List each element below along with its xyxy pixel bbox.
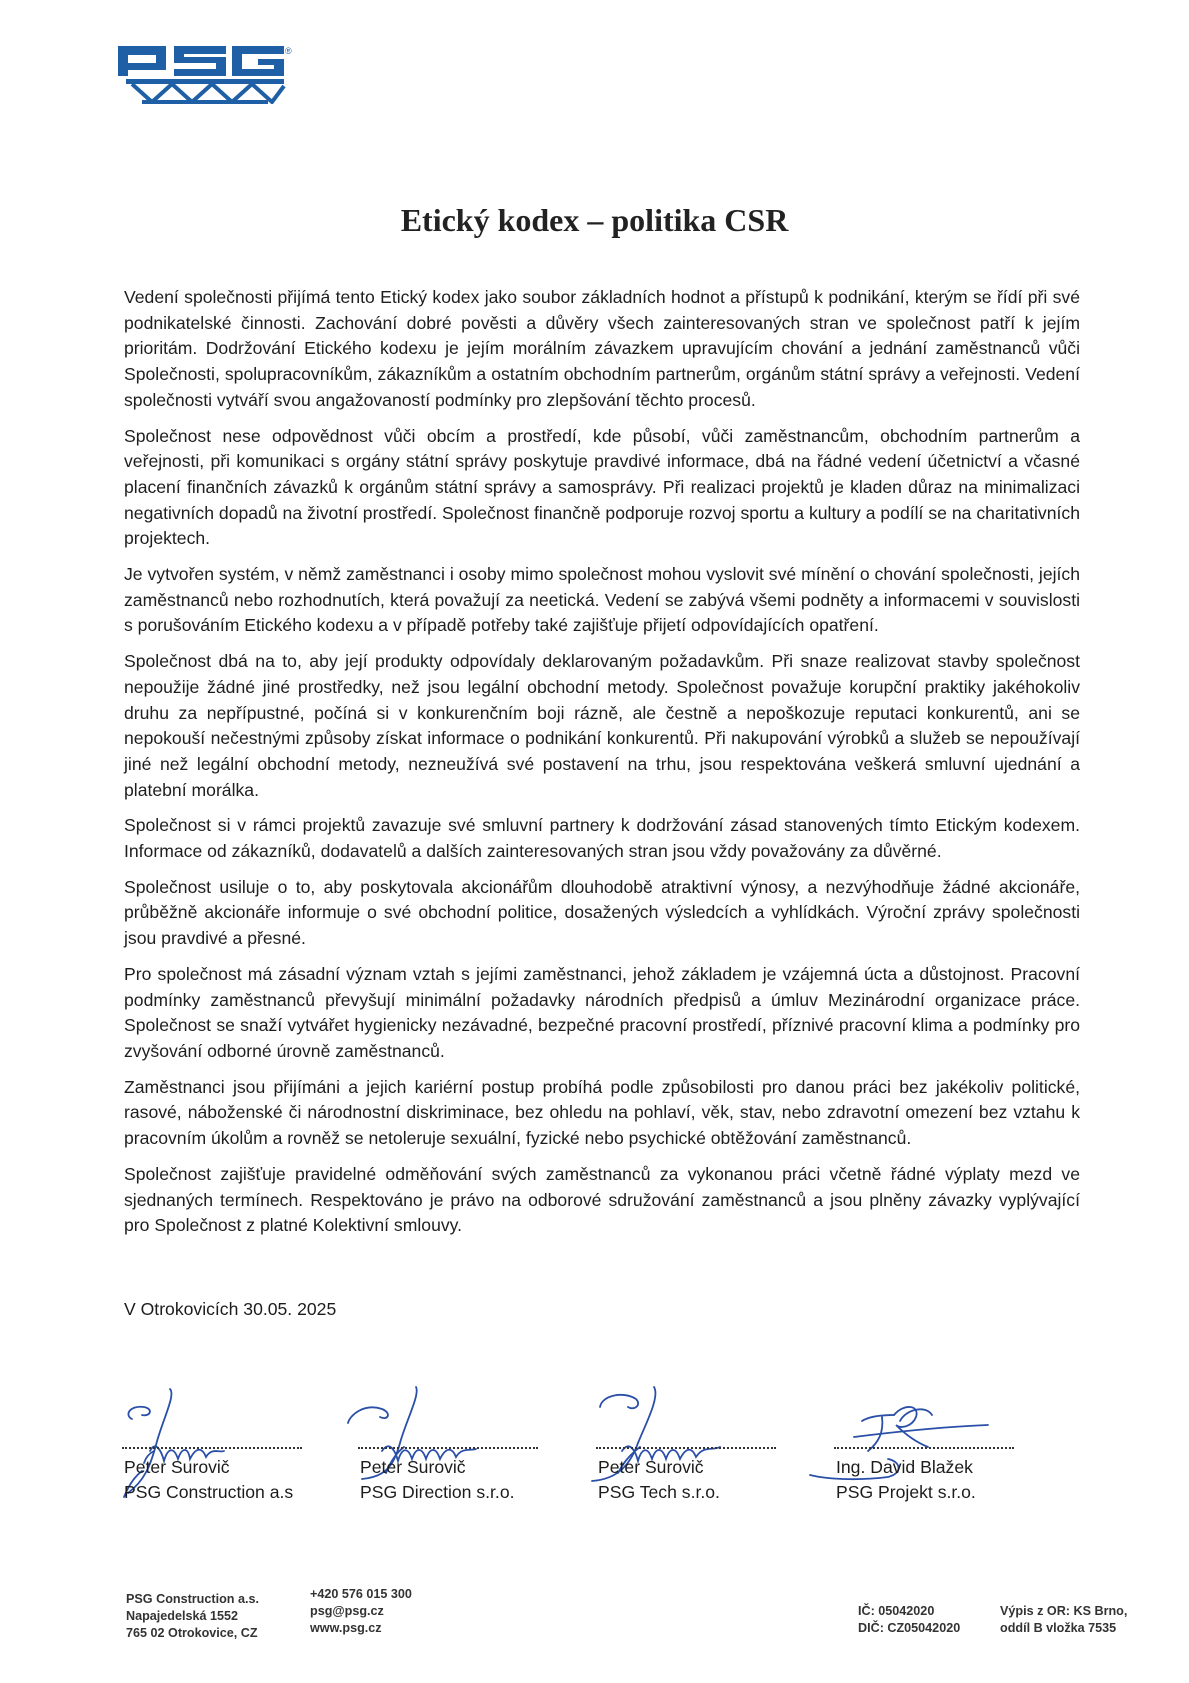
paragraph: Zaměstnanci jsou přijímáni a jejich kariérní postup probíhá podle způsobilosti pro danou práci bez jakékoliv politické, rasové, náboženské či národnostní diskriminace, bez ohledu na pohlaví, věk, stav, nebo zdravotní omezení bez vztahu k pracovním úkolům a rovněž se netoleruje sexuální, fyzické nebo psychické obtěžování zaměstnanců. xyxy=(124,1076,1080,1149)
paragraph: Společnost dbá na to, aby její produkty odpovídaly deklarovaným požadavkům. Při snaze realizovat stavby společnost nepoužije žádné jiné prostředky, než jsou legální obchodní metody. Společnost považuje korupční praktiky jakéhokoliv druhu za nepřípustné, počíná si v konkurenčním boji rázně, ale čestně a nepoškozuje reputaci konkurentů, ani se nepokouší nečestnými způsoby získat informace o podnikání konkurentů. Při nakupování výrobků a služeb se nepoužívají jiné než legální obchodní metody, nezneužívá své postavení na trhu, jsou respektována veškerá smluvní ujednání a platební morálka. xyxy=(124,651,1080,800)
footer-contact xyxy=(310,1586,412,1637)
paragraph: Společnost zajišťuje pravidelné odměňování svých zaměstnanců za vykonanou práci včetně řádné výplaty mezd ve sjednaných termínech. Respektováno je právo na odborové sdružování zaměstnanců a jsou plněny závazky vyplývající pro Společnost z platné Kolektivní smlouvy. xyxy=(124,1163,1080,1236)
footer-registry-court: Výpis z OR: KS Brno, xyxy=(1000,1604,1128,1618)
signatory-company: PSG Tech s.r.o. xyxy=(598,1482,720,1502)
signature-line xyxy=(358,1447,538,1449)
signatory-company: PSG Construction a.s xyxy=(124,1482,294,1502)
registered-mark: ® xyxy=(285,46,292,56)
signature-line xyxy=(122,1447,302,1449)
footer-ic: IČ: 05042020 xyxy=(858,1604,935,1618)
paragraph: Je vytvořen systém, v němž zaměstnanci i osoby mimo společnost mohou vyslovit své mínění o chování společnosti, jejích zaměstnanců nebo rozhodnutích, která považují za neetická. Vedení se zabývá všemi podněty a informacemi v souvislosti s porušováním Etického kodexu a v případě potřeby také zajišťuje přijetí odpovídajících opatření. xyxy=(124,564,1080,636)
signatory-name: Ing. David Blažek xyxy=(836,1457,973,1477)
footer-street: Napajedelská 1552 xyxy=(126,1609,239,1623)
footer-address xyxy=(126,1591,259,1642)
footer-registry xyxy=(1000,1603,1127,1637)
signatory-company: PSG Projekt s.r.o. xyxy=(836,1482,976,1502)
paragraph: Společnost usiluje o to, aby poskytovala akcionářům dlouhodobě atraktivní výnosy, a nezvýhodňuje žádné akcionáře, průběžně akcionáře informuje o své obchodní politice, dosažených výsledcích a vyhlídkách. Výroční zprávy společnosti jsou pravdivé a přesné. xyxy=(124,876,1080,949)
footer-city: 765 02 Otrokovice, CZ xyxy=(126,1626,258,1640)
paragraph: Vedení společnosti přijímá tento Etický kodex jako soubor základních hodnot a přístupů k podnikání, kterým se řídí při své podnikatelské činnosti. Zachování dobré pověsti a důvěry všech zainteresovaných stran ve společnost patří k jejím prioritám. Dodržování Etického kodexu je jejím morálním závazkem upravujícím chování a jednání zaměstnanců vůči Společnosti, spolupracovníkům, zákazníkům a ostatním obchodním partnerům, orgánům státní správy a veřejnosti. Vedení společnosti vytváří svou angažovaností podmínky pro zlepšování těchto procesů. xyxy=(124,287,1080,410)
date-line: V Otrokovicích 30.05. 2025 xyxy=(124,1299,337,1319)
paragraph: Pro společnost má zásadní význam vztah s jejími zaměstnanci, jehož základem je vzájemná úcta a důstojnost. Pracovní podmínky zaměstnanců převyšují minimální požadavky národních předpisů a úmluv Mezinárodní organizace práce. Společnost se snaží vytvářet hygienicky nezávadné, bezpečné pracovní prostředí, příznivé pracovní klima a podmínky pro zvyšování odborné úrovně zaměstnanců. xyxy=(124,963,1080,1061)
signatory-name: Peter Surovič xyxy=(360,1457,466,1477)
paragraph: Společnost si v rámci projektů zavazuje své smluvní partnery k dodržování zásad stanovených tímto Etickým kodexem. Informace od zákazníků, dodavatelů a dalších zainteresovaných stran jsou vždy považovány za důvěrné. xyxy=(124,815,1080,862)
footer-dic: DIČ: CZ05042020 xyxy=(858,1621,961,1635)
footer-company-name: PSG Construction a.s. xyxy=(126,1592,259,1606)
signature-line xyxy=(596,1447,776,1449)
footer-registry-entry: oddíl B vložka 7535 xyxy=(1000,1621,1117,1635)
footer-email[interactable]: psg@psg.cz xyxy=(310,1604,384,1618)
paragraph: Společnost nese odpovědnost vůči obcím a prostředí, kde působí, vůči zaměstnancům, obchodním partnerům a veřejnosti, při komunikaci s orgány státní správy poskytuje pravdivé informace, dbá na řádné vedení účetnictví a včasné placení finančních závazků k orgánům státní správy a samosprávy. Při realizaci projektů je kladen důraz na minimalizaci negativních dopadů na životní prostředí. Společnost finančně podporuje rozvoj sportu a kultury a podílí se na charitativních projektech. xyxy=(124,425,1080,549)
signatory-company: PSG Direction s.r.o. xyxy=(360,1482,515,1502)
psg-logo xyxy=(118,46,293,104)
footer-phone: +420 576 015 300 xyxy=(310,1587,412,1601)
document-body xyxy=(124,285,1080,1249)
signature-line xyxy=(834,1447,1014,1449)
document-title: Etický kodex – politika CSR xyxy=(400,202,789,238)
footer-website[interactable]: www.psg.cz xyxy=(310,1621,382,1635)
signatory-name: Peter Surovič xyxy=(124,1457,230,1477)
footer-ids xyxy=(858,1603,960,1637)
signatory-name: Peter Surovič xyxy=(598,1457,704,1477)
